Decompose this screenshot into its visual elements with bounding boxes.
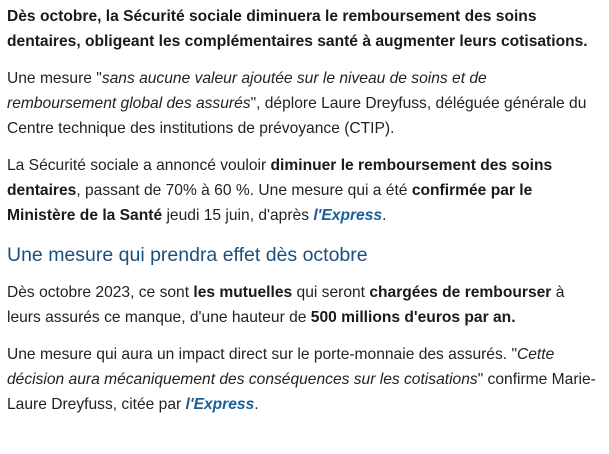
text-segment: ", déplore Laure Dreyfuss, déléguée générale du Centre technique des institutions de prévoyance (CTIP). xyxy=(7,95,587,137)
paragraph-mutuelles xyxy=(7,280,599,330)
paragraph-quote-ctip xyxy=(7,66,599,141)
bold-text: chargées de rembourser xyxy=(369,284,552,301)
bold-text: les mutuelles xyxy=(193,284,293,301)
quote-text: Cette décision aura mécaniquement des conséquences sur les cotisations xyxy=(7,346,555,388)
paragraph-announcement xyxy=(7,153,599,228)
bold-text: diminuer le remboursement des soins dentaires xyxy=(7,157,553,199)
quote-text: sans aucune valeur ajoutée sur le niveau de soins et de remboursement global des assurés xyxy=(7,70,487,112)
text-segment: . xyxy=(254,396,259,413)
text-segment: Une mesure qui aura un impact direct sur le porte-monnaie des assurés. " xyxy=(7,346,517,363)
section-heading: Une mesure qui prendra effet dès octobre xyxy=(7,244,368,266)
text-segment: à leurs assurés ce manque, d'une hauteur de xyxy=(7,284,565,326)
text-segment: La Sécurité sociale a annoncé vouloir xyxy=(7,157,271,174)
article-lead: Dès octobre, la Sécurité sociale diminuera le remboursement des soins dentaires, obligeant les complémentaires santé à augmenter leurs cotisations. xyxy=(7,8,588,50)
text-segment: Dès octobre 2023, ce sont xyxy=(7,284,194,301)
text-segment: . xyxy=(382,207,387,224)
text-segment: qui seront xyxy=(292,284,370,301)
text-segment: " confirme Marie-Laure Dreyfuss, citée par xyxy=(7,371,596,413)
text-segment: , passant de 70% à 60 %. Une mesure qui a été xyxy=(76,182,412,199)
paragraph-impact xyxy=(7,342,599,417)
lexpress-link[interactable]: l'Express xyxy=(313,207,383,224)
text-segment: jeudi 15 juin, d'après xyxy=(162,207,314,224)
bold-text: 500 millions d'euros par an. xyxy=(310,309,516,326)
bold-text: confirmée par le Ministère de la Santé xyxy=(7,182,533,224)
lexpress-link[interactable]: l'Express xyxy=(185,396,255,413)
text-segment: Une mesure " xyxy=(7,70,102,87)
